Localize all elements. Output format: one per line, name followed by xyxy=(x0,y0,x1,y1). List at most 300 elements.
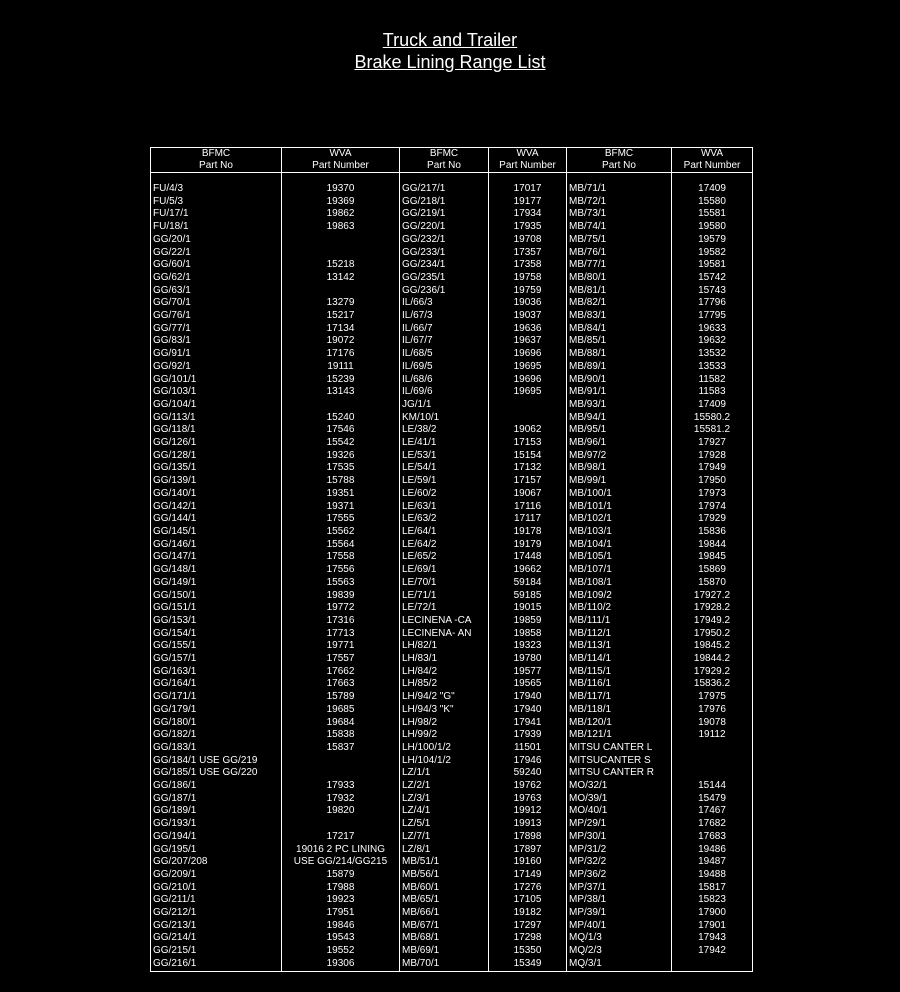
wva-part-number-cell: 15836 xyxy=(672,526,753,539)
bfmc-part-no-cell: MB/111/1 xyxy=(567,615,672,628)
header-part-number-1: Part Number xyxy=(282,160,400,173)
wva-part-number-cell: 17897 xyxy=(489,844,567,857)
wva-part-number-cell: 15580 xyxy=(672,196,753,209)
table-row xyxy=(151,247,753,260)
table-row xyxy=(151,945,753,958)
bfmc-part-no-cell: GG/153/1 xyxy=(151,615,282,628)
wva-part-number-cell: 15743 xyxy=(672,285,753,298)
bfmc-part-no-cell: LE/60/2 xyxy=(400,488,489,501)
wva-part-number-cell: 17940 xyxy=(489,704,567,717)
bfmc-part-no-cell: LH/99/2 xyxy=(400,729,489,742)
bfmc-part-no-cell: MB/69/1 xyxy=(400,945,489,958)
bfmc-part-no-cell: GG/213/1 xyxy=(151,920,282,933)
table-row xyxy=(151,780,753,793)
wva-part-number-cell: 15349 xyxy=(489,958,567,971)
bfmc-part-no-cell: GG/179/1 xyxy=(151,704,282,717)
wva-part-number-cell: 19579 xyxy=(672,234,753,247)
bfmc-part-no-cell: GG/113/1 xyxy=(151,412,282,425)
header-row-brand xyxy=(151,148,753,161)
bfmc-part-no-cell: LZ/2/1 xyxy=(400,780,489,793)
bfmc-part-no-cell: LH/85/2 xyxy=(400,678,489,691)
wva-part-number-cell: 17988 xyxy=(282,882,400,895)
table-row xyxy=(151,767,753,780)
bfmc-part-no-cell: MB/116/1 xyxy=(567,678,672,691)
wva-part-number-cell: 17949.2 xyxy=(672,615,753,628)
wva-part-number-cell: 19037 xyxy=(489,310,567,323)
wva-part-number-cell: 19839 xyxy=(282,590,400,603)
bfmc-part-no-cell: GG/185/1 USE GG/220 xyxy=(151,767,282,780)
bfmc-part-no-cell: GG/218/1 xyxy=(400,196,489,209)
bfmc-part-no-cell: GG/140/1 xyxy=(151,488,282,501)
wva-part-number-cell xyxy=(282,767,400,780)
bfmc-part-no-cell: GG/144/1 xyxy=(151,513,282,526)
bfmc-part-no-cell: GG/220/1 xyxy=(400,221,489,234)
wva-part-number-cell: 19762 xyxy=(489,780,567,793)
bfmc-part-no-cell: MP/29/1 xyxy=(567,818,672,831)
bfmc-part-no-cell: LZ/8/1 xyxy=(400,844,489,857)
header-bfmc-3: BFMC xyxy=(567,148,672,161)
wva-part-number-cell: 17105 xyxy=(489,894,567,907)
bfmc-part-no-cell: GG/171/1 xyxy=(151,691,282,704)
table-row xyxy=(151,259,753,272)
bfmc-part-no-cell: LE/59/1 xyxy=(400,475,489,488)
wva-part-number-cell: 15562 xyxy=(282,526,400,539)
bfmc-part-no-cell: MO/40/1 xyxy=(567,805,672,818)
wva-part-number-cell: 15836.2 xyxy=(672,678,753,691)
wva-part-number-cell: 19636 xyxy=(489,323,567,336)
bfmc-part-no-cell: LH/104/1/2 xyxy=(400,755,489,768)
bfmc-part-no-cell: MB/98/1 xyxy=(567,462,672,475)
wva-part-number-cell: 17556 xyxy=(282,564,400,577)
bfmc-part-no-cell: MB/88/1 xyxy=(567,348,672,361)
bfmc-part-no-cell: FU/17/1 xyxy=(151,208,282,221)
wva-part-number-cell: 15823 xyxy=(672,894,753,907)
wva-part-number-cell: 17943 xyxy=(672,932,753,945)
wva-part-number-cell: 13279 xyxy=(282,297,400,310)
bfmc-part-no-cell: MB/74/1 xyxy=(567,221,672,234)
bfmc-part-no-cell: LE/72/1 xyxy=(400,602,489,615)
bfmc-part-no-cell: LH/84/2 xyxy=(400,666,489,679)
wva-part-number-cell: 19078 xyxy=(672,717,753,730)
table-row xyxy=(151,818,753,831)
wva-part-number-cell: 17134 xyxy=(282,323,400,336)
wva-part-number-cell: 17116 xyxy=(489,501,567,514)
bfmc-part-no-cell: IL/66/3 xyxy=(400,297,489,310)
bfmc-part-no-cell: MB/104/1 xyxy=(567,539,672,552)
bfmc-part-no-cell: IL/67/7 xyxy=(400,335,489,348)
bfmc-part-no-cell: MB/117/1 xyxy=(567,691,672,704)
bfmc-part-no-cell: IL/66/7 xyxy=(400,323,489,336)
wva-part-number-cell: 17149 xyxy=(489,869,567,882)
bfmc-part-no-cell: MITSU CANTER R xyxy=(567,767,672,780)
bfmc-part-no-cell: GG/150/1 xyxy=(151,590,282,603)
bfmc-part-no-cell: GG/193/1 xyxy=(151,818,282,831)
wva-part-number-cell: 17950 xyxy=(672,475,753,488)
table-row xyxy=(151,653,753,666)
bfmc-part-no-cell: LE/41/1 xyxy=(400,437,489,450)
bfmc-part-no-cell: LE/69/1 xyxy=(400,564,489,577)
wva-part-number-cell xyxy=(282,247,400,260)
wva-part-number-cell: 15144 xyxy=(672,780,753,793)
table-row xyxy=(151,831,753,844)
wva-part-number-cell xyxy=(282,755,400,768)
table-row xyxy=(151,894,753,907)
wva-part-number-cell: 59185 xyxy=(489,590,567,603)
wva-part-number-cell: 19016 2 PC LINING xyxy=(282,844,400,857)
table-row xyxy=(151,844,753,857)
bfmc-part-no-cell: LECINENA -CA xyxy=(400,615,489,628)
wva-part-number-cell: 19306 xyxy=(282,958,400,971)
bfmc-part-no-cell: GG/209/1 xyxy=(151,869,282,882)
wva-part-number-cell: 17555 xyxy=(282,513,400,526)
bfmc-part-no-cell: MB/102/1 xyxy=(567,513,672,526)
bfmc-part-no-cell: GG/77/1 xyxy=(151,323,282,336)
wva-part-number-cell: 19565 xyxy=(489,678,567,691)
wva-part-number-cell: 17276 xyxy=(489,882,567,895)
bfmc-part-no-cell: MB/91/1 xyxy=(567,386,672,399)
wva-part-number-cell: 15239 xyxy=(282,374,400,387)
wva-part-number-cell: 19577 xyxy=(489,666,567,679)
wva-part-number-cell: 17409 xyxy=(672,399,753,412)
wva-part-number-cell xyxy=(489,412,567,425)
table-row xyxy=(151,958,753,971)
bfmc-part-no-cell: MB/68/1 xyxy=(400,932,489,945)
wva-part-number-cell: 17946 xyxy=(489,755,567,768)
bfmc-part-no-cell: LH/94/3 "K" xyxy=(400,704,489,717)
wva-part-number-cell: 17546 xyxy=(282,424,400,437)
bfmc-part-no-cell: GG/147/1 xyxy=(151,551,282,564)
bfmc-part-no-cell: MP/31/2 xyxy=(567,844,672,857)
table-row xyxy=(151,437,753,450)
table-row xyxy=(151,551,753,564)
bfmc-part-no-cell: GG/91/1 xyxy=(151,348,282,361)
wva-part-number-cell: 17358 xyxy=(489,259,567,272)
header-wva-2: WVA xyxy=(489,148,567,161)
table-row xyxy=(151,450,753,463)
table-row xyxy=(151,691,753,704)
wva-part-number-cell: 11583 xyxy=(672,386,753,399)
wva-part-number-cell: 17017 xyxy=(489,183,567,196)
bfmc-part-no-cell: GG/214/1 xyxy=(151,932,282,945)
table-row xyxy=(151,310,753,323)
table-row xyxy=(151,399,753,412)
wva-part-number-cell: 19487 xyxy=(672,856,753,869)
bfmc-part-no-cell: GG/217/1 xyxy=(400,183,489,196)
wva-part-number-cell: 19370 xyxy=(282,183,400,196)
wva-part-number-cell: 19633 xyxy=(672,323,753,336)
wva-part-number-cell: 17928.2 xyxy=(672,602,753,615)
bfmc-part-no-cell: LH/94/2 "G" xyxy=(400,691,489,704)
table-row xyxy=(151,907,753,920)
bfmc-part-no-cell: MB/85/1 xyxy=(567,335,672,348)
wva-part-number-cell: 17467 xyxy=(672,805,753,818)
bfmc-part-no-cell: GG/236/1 xyxy=(400,285,489,298)
header-row-field xyxy=(151,160,753,173)
bfmc-part-no-cell: LE/64/2 xyxy=(400,539,489,552)
bfmc-part-no-cell: GG/60/1 xyxy=(151,259,282,272)
wva-part-number-cell: 19111 xyxy=(282,361,400,374)
bfmc-part-no-cell: GG/104/1 xyxy=(151,399,282,412)
bfmc-part-no-cell: GG/207/208 xyxy=(151,856,282,869)
wva-part-number-cell: 19160 xyxy=(489,856,567,869)
table-row xyxy=(151,424,753,437)
bfmc-part-no-cell: GG/235/1 xyxy=(400,272,489,285)
table-row xyxy=(151,513,753,526)
table-row xyxy=(151,590,753,603)
bfmc-part-no-cell: MB/82/1 xyxy=(567,297,672,310)
wva-part-number-cell: 17796 xyxy=(672,297,753,310)
bfmc-part-no-cell: IL/69/6 xyxy=(400,386,489,399)
wva-part-number-cell: 19863 xyxy=(282,221,400,234)
bfmc-part-no-cell: MB/83/1 xyxy=(567,310,672,323)
bfmc-part-no-cell: MITSU CANTER L xyxy=(567,742,672,755)
wva-part-number-cell: 17409 xyxy=(672,183,753,196)
wva-part-number-cell: 17297 xyxy=(489,920,567,933)
wva-part-number-cell: 15869 xyxy=(672,564,753,577)
header-wva-3: WVA xyxy=(672,148,753,161)
bfmc-part-no-cell: MB/96/1 xyxy=(567,437,672,450)
bfmc-part-no-cell: GG/142/1 xyxy=(151,501,282,514)
wva-part-number-cell: 15479 xyxy=(672,793,753,806)
table-row xyxy=(151,348,753,361)
wva-part-number-cell: 17951 xyxy=(282,907,400,920)
wva-part-number-cell: 19695 xyxy=(489,361,567,374)
table-row xyxy=(151,678,753,691)
wva-part-number-cell: 19178 xyxy=(489,526,567,539)
wva-part-number-cell xyxy=(672,958,753,971)
table-row xyxy=(151,602,753,615)
wva-part-number-cell: 15563 xyxy=(282,577,400,590)
table-row xyxy=(151,932,753,945)
bfmc-part-no-cell: GG/103/1 xyxy=(151,386,282,399)
bfmc-part-no-cell: GG/155/1 xyxy=(151,640,282,653)
wva-part-number-cell: 19486 xyxy=(672,844,753,857)
wva-part-number-cell: 17357 xyxy=(489,247,567,260)
wva-part-number-cell: 19351 xyxy=(282,488,400,501)
table-row xyxy=(151,577,753,590)
bfmc-part-no-cell: LE/64/1 xyxy=(400,526,489,539)
bfmc-part-no-cell: LE/38/2 xyxy=(400,424,489,437)
wva-part-number-cell: 17933 xyxy=(282,780,400,793)
header-bfmc-1: BFMC xyxy=(151,148,282,161)
table-row xyxy=(151,805,753,818)
wva-part-number-cell: 11582 xyxy=(672,374,753,387)
bfmc-part-no-cell: MQ/2/3 xyxy=(567,945,672,958)
table-row xyxy=(151,462,753,475)
bfmc-part-no-cell: MP/38/1 xyxy=(567,894,672,907)
wva-part-number-cell: 15564 xyxy=(282,539,400,552)
bfmc-part-no-cell: GG/154/1 xyxy=(151,628,282,641)
header-part-no-3: Part No xyxy=(567,160,672,173)
wva-part-number-cell: 19780 xyxy=(489,653,567,666)
wva-part-number-cell: 17929.2 xyxy=(672,666,753,679)
bfmc-part-no-cell: MB/97/2 xyxy=(567,450,672,463)
wva-part-number-cell: 15580.2 xyxy=(672,412,753,425)
bfmc-part-no-cell: LH/83/1 xyxy=(400,653,489,666)
bfmc-part-no-cell: LZ/3/1 xyxy=(400,793,489,806)
wva-part-number-cell: 15218 xyxy=(282,259,400,272)
bfmc-part-no-cell: MITSUCANTER S xyxy=(567,755,672,768)
wva-part-number-cell: 19543 xyxy=(282,932,400,945)
wva-part-number-cell: 15742 xyxy=(672,272,753,285)
wva-part-number-cell: 17663 xyxy=(282,678,400,691)
wva-part-number-cell: 17117 xyxy=(489,513,567,526)
bfmc-part-no-cell: GG/211/1 xyxy=(151,894,282,907)
bfmc-part-no-cell: JG/1/1 xyxy=(400,399,489,412)
wva-part-number-cell: 17557 xyxy=(282,653,400,666)
wva-part-number-cell: 15870 xyxy=(672,577,753,590)
header-part-no-1: Part No xyxy=(151,160,282,173)
table-row xyxy=(151,755,753,768)
bfmc-part-no-cell: LE/53/1 xyxy=(400,450,489,463)
bfmc-part-no-cell: GG/118/1 xyxy=(151,424,282,437)
bfmc-part-no-cell: MB/108/1 xyxy=(567,577,672,590)
wva-part-number-cell: 19923 xyxy=(282,894,400,907)
wva-part-number-cell: 17662 xyxy=(282,666,400,679)
wva-part-number-cell: 17939 xyxy=(489,729,567,742)
wva-part-number-cell: 19371 xyxy=(282,501,400,514)
wva-part-number-cell: 19684 xyxy=(282,717,400,730)
table-row xyxy=(151,475,753,488)
wva-part-number-cell: 19632 xyxy=(672,335,753,348)
bfmc-part-no-cell: MO/39/1 xyxy=(567,793,672,806)
bfmc-part-no-cell: FU/4/3 xyxy=(151,183,282,196)
table-row xyxy=(151,742,753,755)
wva-part-number-cell: 17941 xyxy=(489,717,567,730)
bfmc-part-no-cell: GG/146/1 xyxy=(151,539,282,552)
bfmc-part-no-cell: LE/70/1 xyxy=(400,577,489,590)
bfmc-part-no-cell: MB/72/1 xyxy=(567,196,672,209)
table-row xyxy=(151,539,753,552)
wva-part-number-cell: 19862 xyxy=(282,208,400,221)
header-wva-1: WVA xyxy=(282,148,400,161)
bfmc-part-no-cell: MB/73/1 xyxy=(567,208,672,221)
bfmc-part-no-cell: GG/212/1 xyxy=(151,907,282,920)
wva-part-number-cell: 17974 xyxy=(672,501,753,514)
bfmc-part-no-cell: MB/65/1 xyxy=(400,894,489,907)
wva-part-number-cell: 17298 xyxy=(489,932,567,945)
bfmc-part-no-cell: MB/113/1 xyxy=(567,640,672,653)
wva-part-number-cell: 17973 xyxy=(672,488,753,501)
wva-part-number-cell: 17795 xyxy=(672,310,753,323)
table-row xyxy=(151,234,753,247)
table-row xyxy=(151,386,753,399)
bfmc-part-no-cell: MB/103/1 xyxy=(567,526,672,539)
wva-part-number-cell: 19488 xyxy=(672,869,753,882)
bfmc-part-no-cell: GG/157/1 xyxy=(151,653,282,666)
wva-part-number-cell: 17682 xyxy=(672,818,753,831)
wva-part-number-cell: 17898 xyxy=(489,831,567,844)
document-title: Truck and Trailer xyxy=(382,30,518,50)
wva-part-number-cell: 59184 xyxy=(489,577,567,590)
bfmc-part-no-cell: MB/90/1 xyxy=(567,374,672,387)
wva-part-number-cell: 19685 xyxy=(282,704,400,717)
header-part-number-2: Part Number xyxy=(489,160,567,173)
bfmc-part-no-cell: MB/75/1 xyxy=(567,234,672,247)
wva-part-number-cell: 17934 xyxy=(489,208,567,221)
table-row xyxy=(151,361,753,374)
table-row xyxy=(151,704,753,717)
wva-part-number-cell: 19637 xyxy=(489,335,567,348)
table-row xyxy=(151,501,753,514)
bfmc-part-no-cell: IL/67/3 xyxy=(400,310,489,323)
table-row xyxy=(151,221,753,234)
bfmc-part-no-cell: GG/195/1 xyxy=(151,844,282,857)
bfmc-part-no-cell: LE/71/1 xyxy=(400,590,489,603)
bfmc-part-no-cell: MB/95/1 xyxy=(567,424,672,437)
table-row xyxy=(151,640,753,653)
table-row xyxy=(151,729,753,742)
bfmc-part-no-cell: MB/94/1 xyxy=(567,412,672,425)
table-row xyxy=(151,488,753,501)
wva-part-number-cell: 15788 xyxy=(282,475,400,488)
bfmc-part-no-cell: GG/184/1 USE GG/219 xyxy=(151,755,282,768)
wva-part-number-cell: 19067 xyxy=(489,488,567,501)
wva-part-number-cell: 17157 xyxy=(489,475,567,488)
bfmc-part-no-cell: LZ/7/1 xyxy=(400,831,489,844)
table-row xyxy=(151,717,753,730)
wva-part-number-cell: 19820 xyxy=(282,805,400,818)
wva-part-number-cell: 19062 xyxy=(489,424,567,437)
wva-part-number-cell: 17940 xyxy=(489,691,567,704)
wva-part-number-cell: 19758 xyxy=(489,272,567,285)
wva-part-number-cell: 17713 xyxy=(282,628,400,641)
bfmc-part-no-cell: GG/210/1 xyxy=(151,882,282,895)
bfmc-part-no-cell: GG/83/1 xyxy=(151,335,282,348)
bfmc-part-no-cell: MB/70/1 xyxy=(400,958,489,971)
bfmc-part-no-cell: LH/82/1 xyxy=(400,640,489,653)
bfmc-part-no-cell: MQ/3/1 xyxy=(567,958,672,971)
bfmc-part-no-cell: MB/76/1 xyxy=(567,247,672,260)
header-part-no-2: Part No xyxy=(400,160,489,173)
bfmc-part-no-cell: MB/118/1 xyxy=(567,704,672,717)
wva-part-number-cell: 19323 xyxy=(489,640,567,653)
table-row xyxy=(151,208,753,221)
wva-part-number-cell: 19772 xyxy=(282,602,400,615)
wva-part-number-cell: 15837 xyxy=(282,742,400,755)
wva-part-number-cell xyxy=(282,818,400,831)
bfmc-part-no-cell: MB/107/1 xyxy=(567,564,672,577)
table-row xyxy=(151,615,753,628)
table-row xyxy=(151,374,753,387)
bfmc-part-no-cell: GG/151/1 xyxy=(151,602,282,615)
bfmc-part-no-cell: LECINENA- AN xyxy=(400,628,489,641)
document-subtitle: Brake Lining Range List xyxy=(354,52,546,72)
wva-part-number-cell: 13142 xyxy=(282,272,400,285)
brake-lining-table xyxy=(150,147,753,972)
wva-part-number-cell: 17975 xyxy=(672,691,753,704)
wva-part-number-cell xyxy=(282,399,400,412)
bfmc-part-no-cell: MB/66/1 xyxy=(400,907,489,920)
bfmc-part-no-cell: MP/37/1 xyxy=(567,882,672,895)
wva-part-number-cell: 19845.2 xyxy=(672,640,753,653)
wva-part-number-cell: 17932 xyxy=(282,793,400,806)
wva-part-number-cell: 15817 xyxy=(672,882,753,895)
wva-part-number-cell: 15350 xyxy=(489,945,567,958)
bfmc-part-no-cell: MB/51/1 xyxy=(400,856,489,869)
bfmc-part-no-cell: GG/186/1 xyxy=(151,780,282,793)
wva-part-number-cell: 15581 xyxy=(672,208,753,221)
bfmc-part-no-cell: MB/84/1 xyxy=(567,323,672,336)
wva-part-number-cell: 17900 xyxy=(672,907,753,920)
table-row xyxy=(151,920,753,933)
wva-part-number-cell: 15789 xyxy=(282,691,400,704)
bfmc-part-no-cell: GG/183/1 xyxy=(151,742,282,755)
bfmc-part-no-cell: MB/112/1 xyxy=(567,628,672,641)
table-body xyxy=(151,173,753,972)
header-bfmc-2: BFMC xyxy=(400,148,489,161)
bfmc-part-no-cell: MB/115/1 xyxy=(567,666,672,679)
